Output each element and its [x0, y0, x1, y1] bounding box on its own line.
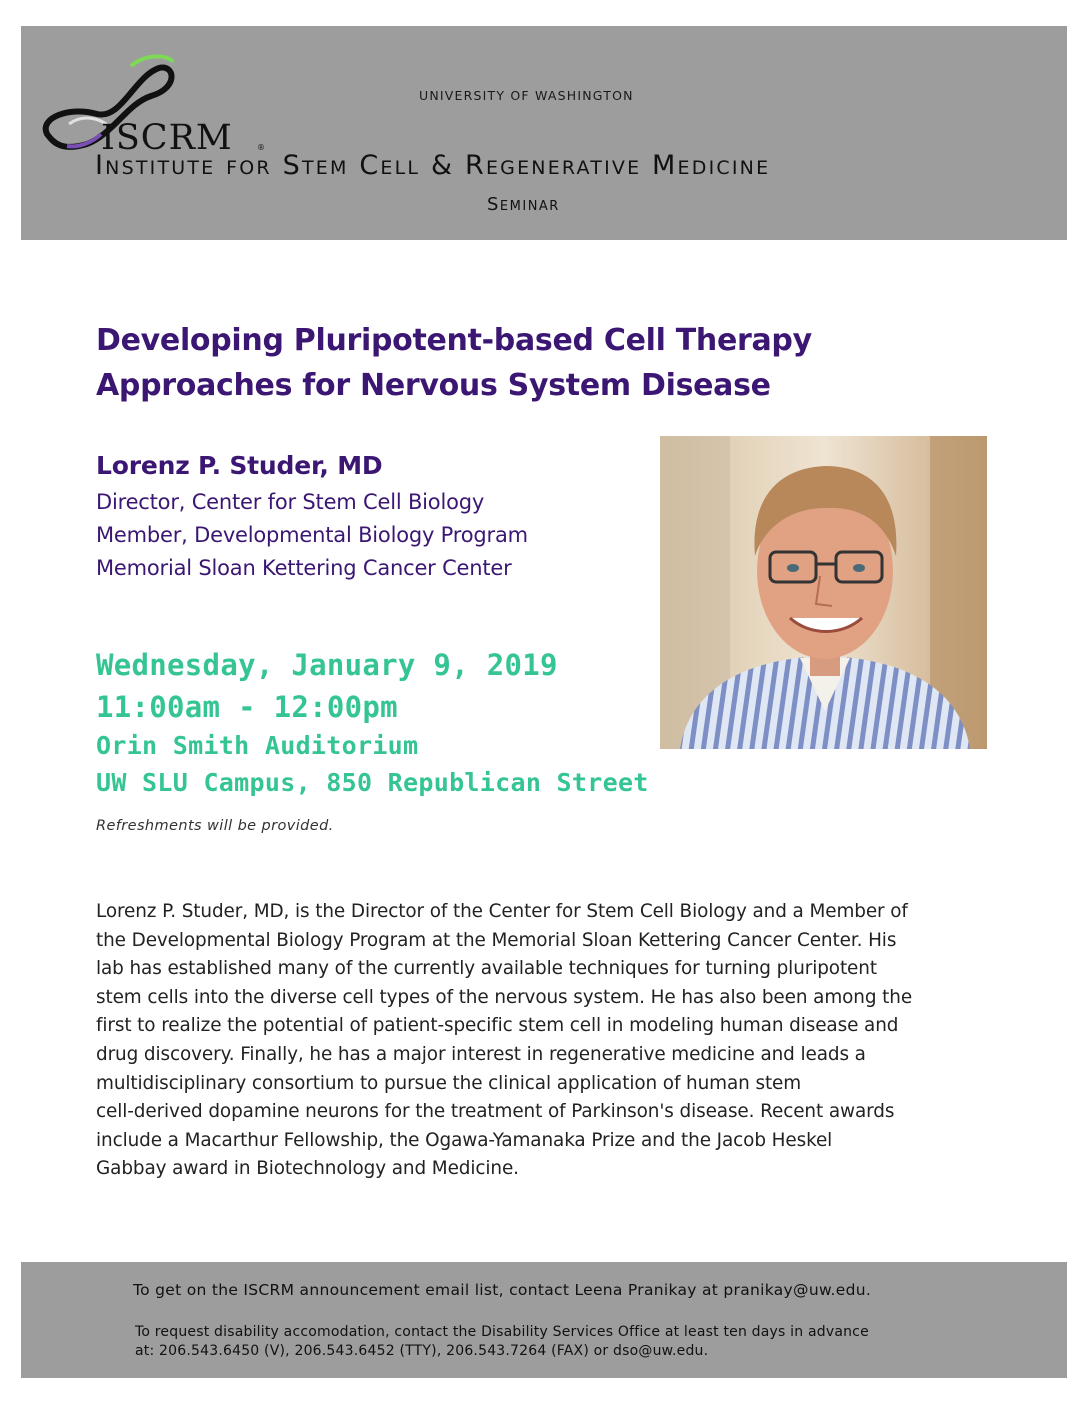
bio-line: stem cells into the diverse cell types of the nervous system. He has also been among the [96, 986, 913, 1008]
iscrm-logo [39, 48, 269, 158]
bio-line: multidisciplinary consortium to pursue the clinical application of human stem [96, 1072, 802, 1094]
talk-title-line-1: Developing Pluripotent-based Cell Therapy [96, 323, 812, 358]
disability-note-line-2: at: 206.543.6450 (V), 206.543.6452 (TTY), 206.543.7264 (FAX) or dso@uw.edu. [135, 1343, 709, 1359]
talk-title-line-2: Approaches for Nervous System Disease [96, 368, 771, 403]
email-list-note: To get on the ISCRM announcement email list, contact Leena Pranikay at pranikay@uw.edu. [133, 1281, 872, 1299]
speaker-photo [660, 436, 987, 749]
speaker-affiliation-2: Member, Developmental Biology Program [96, 523, 528, 547]
event-address: UW SLU Campus, 850 Republican Street [96, 768, 649, 797]
speaker-portrait-image [660, 436, 987, 749]
event-venue: Orin Smith Auditorium [96, 731, 419, 760]
university-name: UNIVERSITY OF WASHINGTON [419, 88, 634, 103]
bio-line: cell-derived dopamine neurons for the treatment of Parkinson's disease. Recent awards [96, 1101, 895, 1123]
bio-line: the Developmental Biology Program at the Memorial Sloan Kettering Cancer Center. His [96, 929, 897, 951]
refreshments-note: Refreshments will be provided. [96, 818, 334, 834]
speaker-affiliation-1: Director, Center for Stem Cell Biology [96, 490, 485, 514]
bio-line: Gabbay award in Biotechnology and Medicine. [96, 1158, 519, 1180]
institute-title: Institute for Stem Cell & Regenerative Medicine [95, 150, 771, 181]
bio-line: include a Macarthur Fellowship, the Ogawa-Yamanaka Prize and the Jacob Heskel [96, 1129, 833, 1151]
header-band [21, 26, 1067, 240]
talk-title [96, 318, 856, 408]
bio-line: first to realize the potential of patient-specific stem cell in modeling human disease and [96, 1015, 899, 1037]
registered-mark: ® [257, 143, 265, 152]
logo-text: ISCRM [101, 118, 233, 158]
speaker-name: Lorenz P. Studer, MD [96, 451, 383, 480]
disability-note [135, 1323, 869, 1361]
bio-line: drug discovery. Finally, he has a major interest in regenerative medicine and leads a [96, 1043, 866, 1065]
speaker-affiliation-3: Memorial Sloan Kettering Cancer Center [96, 556, 512, 580]
bio-line: lab has established many of the currently available techniques for turning pluripotent [96, 958, 877, 980]
event-time: 11:00am - 12:00pm [96, 690, 398, 724]
footer-band [21, 1262, 1067, 1378]
speaker-bio [96, 898, 996, 1184]
event-date: Wednesday, January 9, 2019 [96, 648, 558, 682]
event-type: Seminar [487, 194, 560, 215]
disability-note-line-1: To request disability accomodation, contact the Disability Services Office at least ten days in advance [135, 1324, 869, 1340]
bio-line: Lorenz P. Studer, MD, is the Director of the Center for Stem Cell Biology and a Member of [96, 901, 908, 922]
